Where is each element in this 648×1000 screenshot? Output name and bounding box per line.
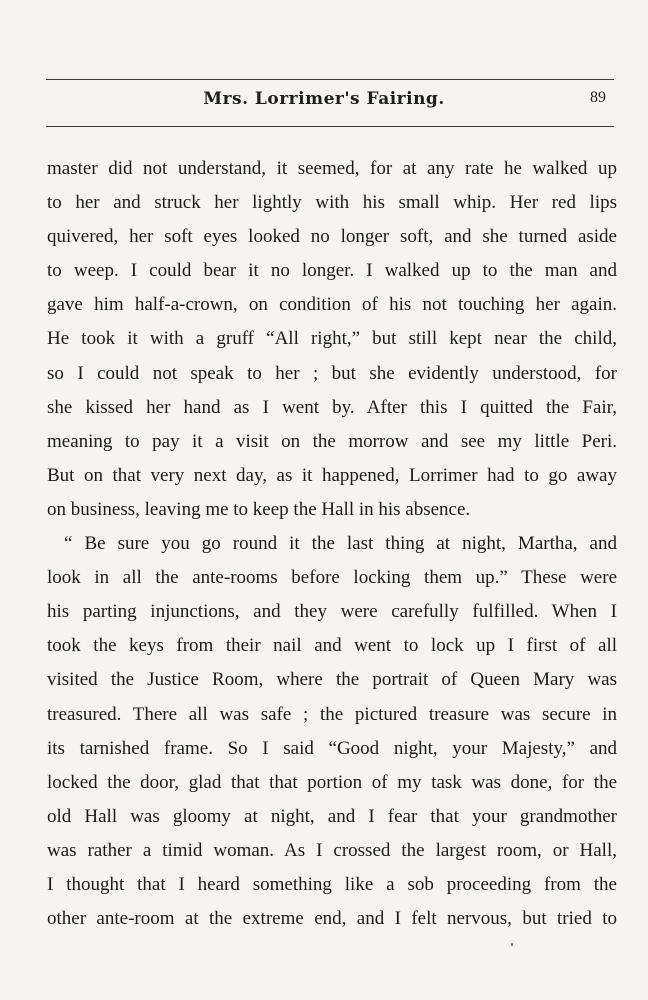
text-line-paragraph-end: on business, leaving me to keep the Hall in his absence. — [47, 498, 471, 520]
text-line: to her and struck her lightly with his small whip. Her red lips — [47, 192, 617, 214]
text-line-paragraph-start: “ Be sure you go round it the last thing at night, Martha, and — [64, 533, 617, 555]
text-line: she kissed her hand as I went by. After this I quitted the Fair, — [47, 396, 617, 418]
text-line: his parting injunctions, and they were carefully fulfilled. When I — [47, 601, 617, 623]
text-line: other ante-room at the extreme end, and I felt nervous, but tried to — [47, 908, 617, 930]
text-line: meaning to pay it a visit on the morrow and see my little Peri. — [47, 430, 617, 452]
body-text — [47, 152, 617, 936]
text-line: But on that very next day, as it happened, Lorrimer had to go away — [47, 464, 617, 486]
text-line: gave him half-a-crown, on condition of his not touching her again. — [47, 294, 617, 316]
text-line: quivered, her soft eyes looked no longer soft, and she turned aside — [47, 226, 617, 248]
paper-speck — [511, 943, 513, 946]
text-line: look in all the ante-rooms before locking them up.” These were — [47, 567, 617, 589]
text-line: was rather a timid woman. As I crossed the largest room, or Hall, — [47, 839, 617, 861]
text-line: its tarnished frame. So I said “Good night, your Majesty,” and — [47, 737, 617, 759]
header-bottom-rule — [46, 126, 614, 127]
header-top-rule — [46, 79, 614, 80]
running-title: Mrs. Lorrimer's Fairing. — [203, 89, 445, 109]
text-line: to weep. I could bear it no longer. I walked up to the man and — [47, 260, 617, 282]
text-line: He took it with a gruff “All right,” but still kept near the child, — [47, 328, 617, 350]
text-line: master did not understand, it seemed, for at any rate he walked up — [47, 158, 617, 179]
text-line: treasured. There all was safe ; the pictured treasure was secure in — [47, 703, 617, 725]
text-line: so I could not speak to her ; but she evidently understood, for — [47, 362, 617, 384]
text-line: old Hall was gloomy at night, and I fear that your grandmother — [47, 805, 617, 827]
page-number: 89 — [590, 89, 606, 106]
text-line: visited the Justice Room, where the portrait of Queen Mary was — [47, 669, 617, 691]
text-line: locked the door, glad that that portion of my task was done, for the — [47, 771, 617, 793]
text-line: took the keys from their nail and went to lock up I first of all — [47, 635, 617, 657]
text-line: I thought that I heard something like a sob proceeding from the — [47, 873, 617, 895]
